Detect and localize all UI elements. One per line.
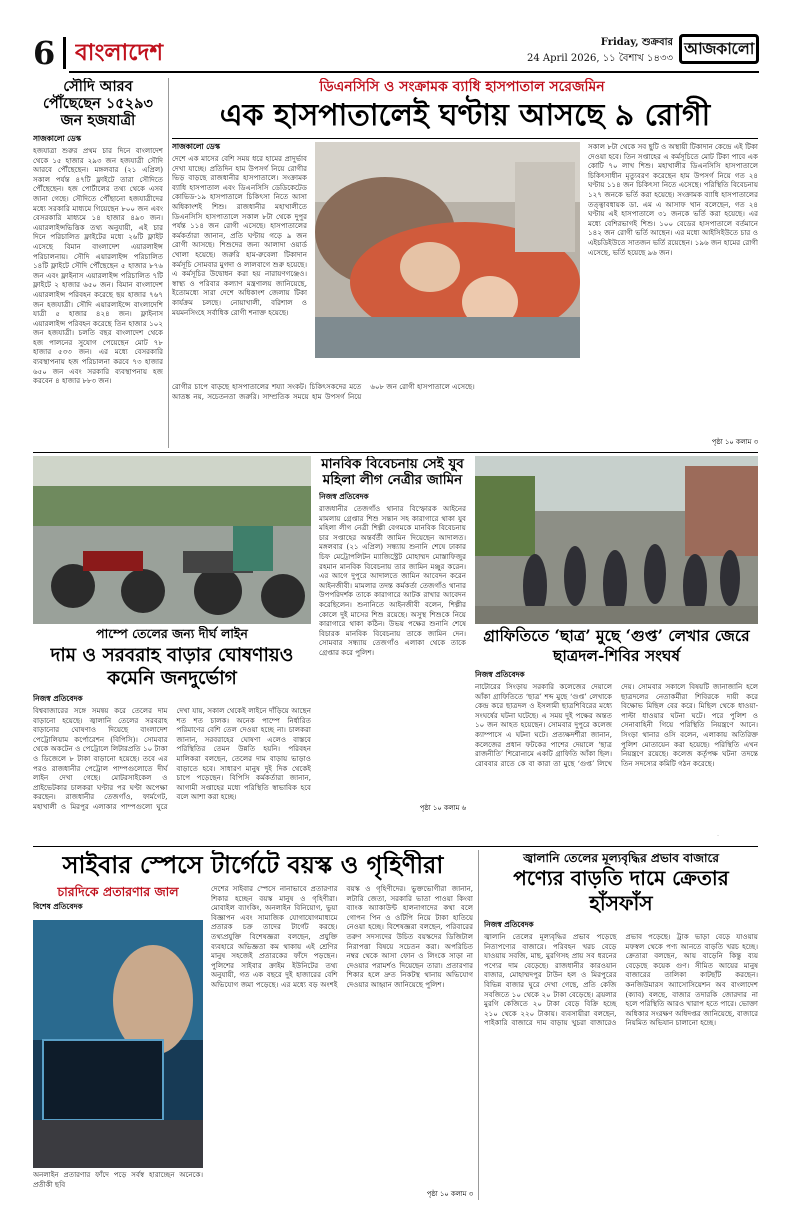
- cyber-body: দেশের সাইবার স্পেসে নানাভাবে প্রতারণার শিকার হচ্ছেন বয়স্ক মানুষ ও গৃহিণীরা। মোবাইল ব্যাংকিং, অনলাইন বিনিয়োগ, ভুয়া বিজ্ঞাপন এবং সামাজিক যোগাযোগমাধ্যমে প্রতারক চক্র তাদের টার্গেট করছে। তথ্যপ্রযুক্তি বিশেষজ্ঞরা বলছেন, প্রযুক্তি ব্যবহারে অভিজ্ঞতা কম থাকায় এই শ্রেণির মানুষ সহজেই প্রতারকের ফাঁদে পড়ছেন। পুলিশের সাইবার ক্রাইম ইউনিটের তথ্য অনুযায়ী, গত এক বছরে দুই হাজারের বেশি অভিযোগ জমা পড়েছে। এর মধ্যে বড় অংশই বয়স্ক ও গৃহিণীদের। ভুক্তভোগীরা জানান, লটারি জেতা, সরকারি ভাতা পাওয়া কিংবা ব্যাংক অ্যাকাউন্ট হালনাগাদের কথা বলে গোপন পিন ও ওটিপি নিয়ে টাকা হাতিয়ে নেওয়া হচ্ছে। বিশেষজ্ঞরা বলছেন, পরিবারের তরুণ সদস্যদের উচিত বয়স্কদের ডিজিটাল নিরাপত্তা বিষয়ে সচেতন করা। অপরিচিত নম্বর থেকে আসা ফোন ও লিংকে সাড়া না দেওয়ার পরামর্শও দিয়েছেন তারা। প্রতারণার শিকার হলে দ্রুত নিকটস্থ থানায় অভিযোগ দেওয়ার আহ্বান জানিয়েছে পুলিশ।: [211, 884, 473, 989]
- graffiti-photo-illustration: [475, 456, 758, 624]
- section-rule-1: [33, 452, 758, 453]
- hajj-article: [33, 78, 163, 456]
- lead-article: [172, 78, 758, 452]
- graffiti-article: [475, 626, 758, 836]
- lead-byline: সাজকালো ডেস্ক: [172, 142, 220, 151]
- fuel-photo-motorcycles: [33, 456, 311, 624]
- lead-bottom-text: রোগীর চাপে বাড়ছে হাসপাতালের শয্যা সংকট। চিকিৎসকদের মতে আতঙ্ক নয়, সচেতনতা জরুরি। সাম্প্রতিক সময়ে হাম উপসর্গ নিয়ে ৬০৮ জন রোগী হাসপাতালে এসেছে।: [172, 382, 475, 401]
- cyber-kicker: চারদিকে প্রতারণার জাল: [57, 884, 179, 899]
- graffiti-photo-protest: [475, 456, 758, 624]
- issue-date: 24 April 2026, ১১ বৈশাখ ১৪৩৩: [527, 53, 673, 64]
- cyber-byline: বিশেষ প্রতিবেদক: [33, 902, 83, 911]
- market-kicker: জ্বালানি তেলের মূল্যবৃদ্ধির প্রভাব বাজারে: [523, 851, 719, 865]
- lead-body-right: সকাল ৮টা থেকে সব ছুটি ও অস্থায়ী টিকাদান কেন্দ্রে এই টিকা দেওয়া হবে। তিন সপ্তাহের এ কর্মসূচিতে মোট টিকা পাবে এক কোটি ৭০ লাখ শিশু। মহাখালীর ডিএনসিসি হাসপাতালে চিকিৎসাধীন মৃত্যুবরণ করেছেন হাম উপসর্গ নিয়ে গত ২৪ ঘণ্টায় ১১৪ জন চিকিৎসা নিতে এসেছে। পরিস্থিতি বিবেচনায় ১২৭ জনকে ভর্তি করা হয়েছে। সংক্রামক ব্যাধি হাসপাতালের তত্ত্বাবধায়ক ডা. এম এ আসাফ খান বলেছেন, গত ২৪ ঘণ্টায় এই হাসপাতালে ৩১ জনকে ভর্তি করা হয়েছে। এর মধ্যে বেশিরভাগই শিশু। ১০০ বেডের হাসপাতালে বর্তমানে ১৪২ জন রোগী ভর্তি আছেন। এর মধ্যে আইসিইউতে চার ও এইচডিইউতে সাতজন ভর্তি রয়েছেন। ১৯৬ জন হামের রোগী এসেছে, ভর্তি হয়েছে ৯৬ জন।: [588, 142, 758, 257]
- cyber-continued[interactable]: পৃষ্ঠা ১০ কলাম ৩: [426, 1190, 473, 1198]
- fuel-body: বিশ্ববাজারের সঙ্গে সমন্বয় করে তেলের দাম বাড়ানো হয়েছে। জ্বালানি তেলের সরবরাহ বাড়ানোর ঘোষণাও দিয়েছে বাংলাদেশ পেট্রোলিয়াম কর্পোরেশন (বিপিসি)। সোমবার থেকে অকটেন ও পেট্রোলে লিটারপ্রতি ১০ টাকা ও ডিজেলে ৮ টাকা বাড়ানো হয়েছে। তবে এর পরও রাজধানীর পেট্রোল পাম্পগুলোতে দীর্ঘ লাইন দেখা গেছে। মোটরসাইকেল ও প্রাইভেটকার চালকরা ঘণ্টার পর ঘণ্টা অপেক্ষা করছেন। রাজধানীর তেজগাঁও, ফার্মগেট, মহাখালী ও মিরপুর এলাকার পাম্পগুলো ঘুরে দেখা যায়, সকাল থেকেই লাইনে দাঁড়িয়ে আছেন শত শত চালক। অনেক পাম্পে নির্ধারিত পরিমাণের বেশি তেল দেওয়া হচ্ছে না। চালকরা জানান, সরবরাহের ঘোষণা এলেও বাস্তবে পরিস্থিতির তেমন উন্নতি হয়নি। পরিবহন মালিকরা বলছেন, তেলের দাম বাড়ায় ভাড়াও বাড়াতে হবে। সাধারণ মানুষ দুই দিক থেকেই চাপে পড়েছেন। বিপিসি কর্মকর্তারা জানান, আগামী সপ্তাহের মধ্যে পরিস্থিতি স্বাভাবিক হবে বলে আশা করা হচ্ছে।: [33, 706, 311, 811]
- hajj-byline: সাজকালো ডেস্ক: [33, 134, 81, 143]
- market-body: জ্বালানি তেলের মূল্যবৃদ্ধির প্রভাব পড়েছে নিত্যপণ্যের বাজারে। পরিবহন খরচ বেড়ে যাওয়ায় সবজি, মাছ, মুরগিসহ প্রায় সব ধরনের পণ্যের দাম বেড়েছে। রাজধানীর কারওয়ান বাজার, মোহাম্মদপুর টাউন হল ও মিরপুরের বিভিন্ন বাজার ঘুরে দেখা গেছে, প্রতি কেজি সবজিতে ১০ থেকে ২০ টাকা বেড়েছে। ব্রয়লার মুরগি কেজিতে ২০ টাকা বেড়ে বিক্রি হচ্ছে ২১০ থেকে ২২০ টাকায়। ব্যবসায়ীরা বলছেন, পাইকারি বাজারে দাম বাড়ায় খুচরা বাজারেও প্রভাব পড়েছে। ট্রাক ভাড়া বেড়ে যাওয়ায় মফস্বল থেকে পণ্য আনতে বাড়তি খরচ হচ্ছে। ক্রেতারা বলছেন, আয় বাড়েনি কিন্তু ব্যয় বেড়েছে কয়েক গুণ। সীমিত আয়ের মানুষ বাজারের তালিকা কাটছাঁট করছেন। কনজিউমারস অ্যাসোসিয়েশন অব বাংলাদেশ (ক্যাব) বলছে, বাজার তদারকি জোরদার না হলে পরিস্থিতি আরও খারাপ হতে পারে। ভোক্তা অধিকার সংরক্ষণ অধিদপ্তর জানিয়েছে, বাজারে নিয়মিত অভিযান চালানো হচ্ছে।: [484, 932, 758, 1028]
- masthead: [33, 34, 759, 74]
- market-article: [484, 850, 758, 1200]
- section-rule-2: [33, 846, 758, 847]
- lead-left-text: [172, 142, 307, 382]
- market-headline: পণ্যের বাড়তি দামে ক্রেতার হাঁসফাঁস: [513, 866, 729, 915]
- graffiti-body: নাটোরের সিংড়ায় সরকারি কলেজের দেয়ালে আঁকা গ্রাফিতিতে ‘ছাত্র’ শব্দ মুছে ‘গুপ্ত’ লেখাকে কেন্দ্র করে ছাত্রদল ও ইসলামী ছাত্রশিবিরের মধ্যে সংঘর্ষের ঘটনা ঘটেছে। এ সময় দুই পক্ষের অন্তত ১০ জন আহত হয়েছেন। সোমবার দুপুরে কলেজ ক্যাম্পাসে এ ঘটনা ঘটে। প্রত্যক্ষদর্শীরা জানান, কলেজের প্রধান ফটকের পাশের দেয়ালে ‘ছাত্র রাজনীতি’ শিরোনামে একটি গ্রাফিতি আঁকা ছিল। রোববার রাতে কে বা কারা তা মুছে ‘গুপ্ত’ লিখে দেয়। সোমবার সকালে বিষয়টি জানাজানি হলে ছাত্রদলের নেতাকর্মীরা শিবিরকে দায়ী করে বিক্ষোভ মিছিল বের করে। মিছিল থেকে ধাওয়া-পাল্টা ধাওয়ার ঘটনা ঘটে। পরে পুলিশ ও সেনাবাহিনী গিয়ে পরিস্থিতি নিয়ন্ত্রণে আনে। সিংড়া থানার ওসি বলেন, এলাকায় অতিরিক্ত পুলিশ মোতায়েন করা হয়েছে। পরিস্থিতি এখন নিয়ন্ত্রণে রয়েছে। কলেজ কর্তৃপক্ষ ঘটনা তদন্তে তিন সদস্যের কমিটি গঠন করেছে।: [475, 682, 758, 768]
- masthead-rule: [69, 71, 759, 73]
- fuel-headline: দাম ও সরবরাহ বাড়ার ঘোষণায়ও কমেনি জনদুর্ভোগ: [50, 645, 294, 689]
- paper-logo: [679, 34, 759, 64]
- bail-headline: মানবিক বিবেচনায় সেই যুব মহিলা লীগ নেত্রীর জামিন: [321, 456, 464, 488]
- bail-article: [319, 456, 466, 822]
- graffiti-byline: নিজস্ব প্রতিবেদক: [475, 670, 525, 679]
- cyber-article: [33, 850, 473, 1200]
- bail-continued[interactable]: পৃষ্ঠা ১০ কলাম ৬: [419, 804, 466, 812]
- lead-rule: [172, 138, 758, 139]
- lead-photo-illustration: [315, 142, 580, 358]
- cyber-photo-laptop: [33, 920, 203, 1168]
- lead-kicker: ডিএনসিসি ও সংক্রামক ব্যাধি হাসপাতাল সরেজমিন: [319, 79, 605, 95]
- col-separator-2: [478, 850, 479, 1200]
- col-separator: [168, 78, 169, 448]
- graffiti-continued[interactable]: [475, 834, 758, 836]
- hajj-headline: সৌদি আরব পৌঁছেছেন ১৫২৯৩ জন হজযাত্রী: [43, 78, 153, 129]
- bail-body: রাজধানীর তেজগাঁও থানার বিস্ফোরক আইনের মামলায় গ্রেপ্তার শিশু সন্তান সহ কারাগারে থাকা যুব মহিলা লীগ নেত্রী শিল্পী বেগমকে মানবিক বিবেচনায় চার সপ্তাহের অন্তর্বর্তী জামিন দিয়েছেন আদালত। মঙ্গলবার (২১ এপ্রিল) সন্ধ্যায় শুনানি শেষে ঢাকার চিফ মেট্রোপলিটন ম্যাজিস্ট্রেট মোহাম্মদ মোস্তাফিজুর রহমান মানবিক বিবেচনায় তার জামিন মঞ্জুর করেন। এর আগে দুপুরে আদালতে জামিন আবেদন করেন আইনজীবী। মামলার তদন্ত কর্মকর্তা তেজগাঁও থানার উপপরিদর্শক তাকে কারাগারে আটক রাখার আবেদন করেছিলেন। শুনানিতে আইনজীবী বলেন, শিল্পীর কোলে দুই মাসের শিশু রয়েছে। অসুস্থ শিশুকে নিয়ে কারাগারে থাকা কঠিন। উভয় পক্ষের শুনানি শেষে বিচারক মানবিক বিবেচনায় তাকে জামিন দেন। সোমবার সন্ধ্যায় তেজগাঁও এলাকা থেকে তাকে গ্রেপ্তার করে পুলিশ।: [319, 504, 466, 657]
- lead-photo-mother-child: [315, 142, 580, 358]
- hajj-body: হজযাত্রা শুরুর প্রথম চার দিনে বাংলাদেশ থেকে ১৫ হাজার ২৯৩ জন হজযাত্রী সৌদি আরবে পৌঁছেছেন। মঙ্গলবার (২১ এপ্রিল) সকাল পর্যন্ত ৪৭টি ফ্লাইটে তারা সৌদিতে পৌঁছেছেন। হজ পোর্টালের তথ্য থেকে এসব জানা গেছে। সৌদিতে পৌঁছানো হজযাত্রীদের মধ্যে সরকারি মাধ্যমে গিয়েছেন ৮০০ জন এবং বেসরকারি মাধ্যমে ১৪ হাজার ৪৯৩ জন। এয়ারলাইন্সভিত্তিক তথ্য অনুযায়ী, এই চার দিনে পরিচালিত ফ্লাইটের মধ্যে ২৬টি ফ্লাইট এসেছে বিমান বাংলাদেশ এয়ারলাইন্স পরিচালনায়। সৌদি এয়ারলাইন্স পরিচালিত ১৪টি ফ্লাইটে সৌদি পৌঁছেছেন ৫ হাজার ৮৭৬ জন এবং ফ্লাইনাস এয়ারলাইন্স পরিচালিত ৭টি ফ্লাইটে ২ হাজার ৬৫০ জন। বিমান বাংলাদেশ এয়ারলাইন্স পরিবহন করেছে ছয় হাজার ৭৬৭ জন হজযাত্রী। সৌদি এয়ারলাইন্সে বাংলাদেশি যাত্রী ৫ হাজার ৪২৪ জন। ফ্লাইনাস এয়ারলাইন্স পরিবহন করেছে তিন হাজার ১০২ জন হজযাত্রী। চলতি বছর বাংলাদেশ থেকে হজ পালনের সুযোগ পেয়েছেন মোট ৭৮ হাজার ৫৩৩ জন। এর মধ্যে বেসরকারি ব্যবস্থাপনায় হজ পরিচালনা করবে ৭৩ হাজার ৬৫০ জন এবং সরকারি ব্যবস্থাপনায় হজ করবেন ৪ হাজার ৮৮৩ জন।: [33, 146, 163, 386]
- page-number: 6: [33, 34, 56, 72]
- fuel-kicker: পাম্পে তেলের জন্য দীর্ঘ লাইন: [96, 626, 248, 641]
- market-byline: নিজস্ব প্রতিবেদক: [484, 920, 534, 929]
- cyber-caption: অনলাইন প্রতারণার ফাঁদে পড়ে সর্বস্ব হারাচ্ছেন অনেকে। প্রতীকী ছবি: [33, 1170, 203, 1189]
- lead-headline: এক হাসপাতালেই ঘণ্টায় আসছে ৯ রোগী: [219, 98, 711, 133]
- issue-day: Friday, শুক্রবার: [600, 37, 673, 48]
- cyber-photo-illustration: [33, 920, 203, 1168]
- lead-body-left: দেশে এক মাসের বেশি সময় ধরে হামের প্রাদুর্ভাব দেখা যাচ্ছে। প্রতিদিন হাম উপসর্গ নিয়ে রোগীর ভিড় বাড়ছে রাজধানীর হাসপাতালে। সংক্রামক ব্যাধি হাসপাতাল এবং ডিএনসিসি ডেডিকেটেড কোভিড-১৯ হাসপাতালে চিকিৎসা নিতে আসা অধিকাংশই শিশু। রাজধানীর মহাখালীতে ডিএনসিসি হাসপাতালে সকাল ৮টা থেকে দুপুর পর্যন্ত ১১৪ জন রোগী এসেছে। হাসপাতালের কর্মকর্তারা জানান, প্রতি ঘণ্টায় গড়ে ৯ জন রোগী আসছে। শিশুদের জন্য আলাদা ওয়ার্ড খোলা হয়েছে। জরুরি হাম-রুবেলা টিকাদান কর্মসূচি সোমবার মুগদা ও লালবাগে শুরু হয়েছে। এ কর্মসূচির উদ্বোধন করা হয় নারায়ণগঞ্জেও। স্বাস্থ্য ও পরিবার কল্যাণ মন্ত্রণালয় জানিয়েছে, ইতোমধ্যে সারা দেশে অধিকাংশ জেলায় টিকা কার্যক্রম চলছে। নোয়াখালী, বরিশাল ও ময়মনসিংহে সর্বাধিক রোগী শনাক্ত হয়েছে।: [172, 154, 307, 317]
- fuel-article: [33, 626, 311, 844]
- fuel-photo-illustration: [33, 456, 311, 624]
- section-title: বাংলাদেশ: [75, 39, 164, 66]
- bail-byline: নিজস্ব প্রতিবেদক: [319, 492, 369, 501]
- graffiti-headline: গ্রাফিতিতে ‘ছাত্র’ মুছে ‘গুপ্ত’ লেখার জেরে ছাত্রদল-শিবির সংঘর্ষ: [483, 626, 750, 665]
- fuel-byline: নিজস্ব প্রতিবেদক: [33, 694, 83, 703]
- masthead-divider: [63, 37, 66, 69]
- paper-logo-text: আজকালো: [684, 39, 754, 58]
- lead-continued[interactable]: পৃষ্ঠা ১০ কলাম ৩: [711, 438, 758, 446]
- cyber-headline: সাইবার স্পেসে টার্গেটে বয়স্ক ও গৃহিণীরা: [62, 850, 444, 879]
